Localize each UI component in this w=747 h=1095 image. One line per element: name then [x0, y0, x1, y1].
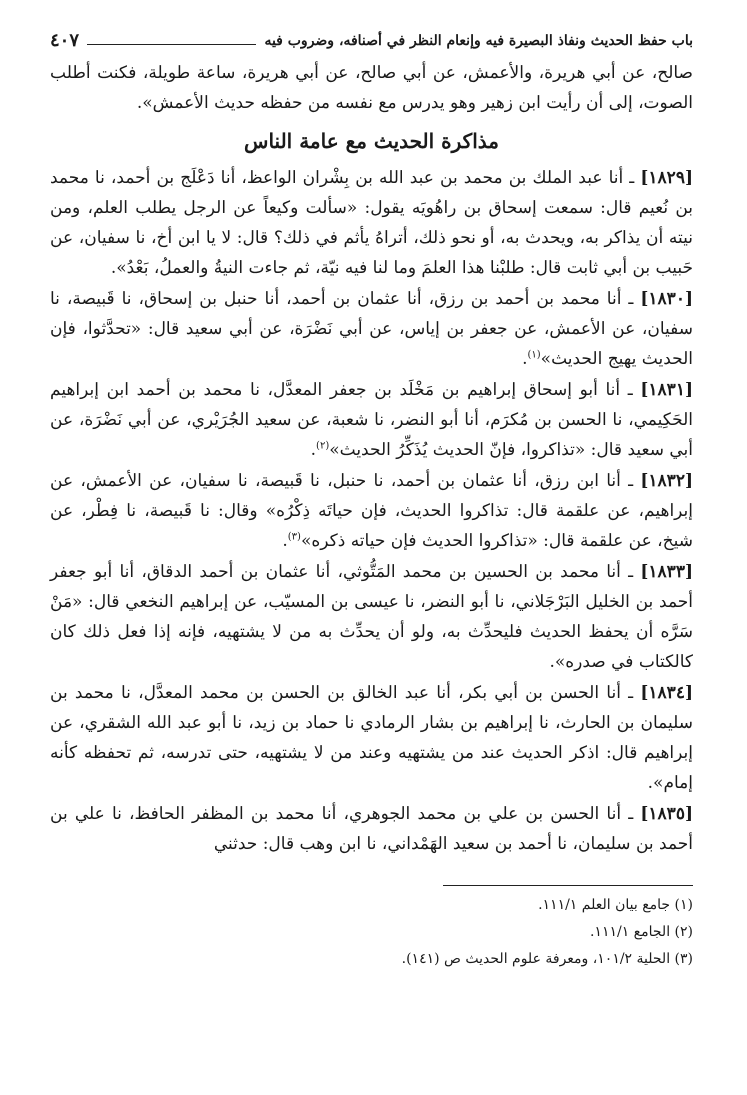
entry-1832: [١٨٣٢] ـ أنا ابن رزق، أنا عثمان بن أحمد، نا حنبل، نا قَبيصة، نا سفيان، عن الأعمش، عن إبراهيم، عن علقمة قال: تذاكروا الحديث، فإن حياتَه ذِكْرُه» وقال: نا قَبيصة، نا فِطْر، عن شيخ، عن علقمة قال: «تذاكروا الحديث فإن حياته ذكره»$^{(٣)}$.	[50, 471, 693, 551]
entry-text: ـ أنا عبد الملك بن محمد بن عبد الله بن بِشْران الواعظ، أنا دَعْلَج بن أحمد، نا محمد بن نُعيم قال: سمعت إسحاق بن راهُويَه يقول: «سألت وكيعاً عن الرجل يطلب العلم، ومن نيته أن يذاكر به، ويحدث به، أو نحو ذلك، أتراهُ يأثم في ذلك؟ قال: لا يا ابن أخ، نا سفيان، عن حَبيب بن أبي ثابت قال: طلبْنا هذا العلمَ وما لنا فيه نيّة، ثم جاءت النيةُ والعملُ، بَعْدُ».	[50, 168, 693, 278]
header-rule	[87, 44, 256, 45]
section-heading: مذاكرة الحديث مع عامة الناس	[244, 129, 499, 153]
footnote-ref: (١)	[527, 349, 541, 361]
intro-paragraph: صالح، عن أبي هريرة، والأعمش، عن أبي صالح، عن أبي هريرة، ساعة طويلة، فكنت أطلب الصوت، إلى أن رأيت ابن زهير وهو يدرس مع نفسه من حفظه حديث الأعمش».	[50, 63, 693, 113]
entry-number: [١٨٣١]	[640, 380, 693, 400]
main-text	[50, 58, 693, 859]
entry-text: ـ أنا الحسن بن علي بن محمد الجوهري، أنا محمد بن المظفر الحافظ، نا علي بن أحمد بن سليمان، نا أحمد بن سعيد الهَمْداني، نا ابن وهب قال: حدثني	[50, 804, 693, 854]
footnote-separator	[443, 885, 693, 886]
footnote-2: (٢) الجامع ١١١/١.	[589, 924, 693, 940]
entry-text: ـ أنا محمد بن أحمد بن رزق، أنا عثمان بن أحمد، أنا حنبل بن إسحاق، نا قَبيصة، نا سفيان، عن الأعمش، عن جعفر بن إياس، عن أبي نَضْرَة، عن أبي سعيد قال: «تحدَّثوا، فإن الحديث يهيج الحديث»	[50, 289, 693, 369]
entry-number: [١٨٣٣]	[640, 562, 693, 582]
entry-number: [١٨٣٤]	[640, 683, 693, 703]
entry-1833	[50, 556, 693, 677]
footnote-ref: (٣)	[287, 531, 301, 543]
footnote-1: (١) جامع بيان العلم ١١١/١.	[538, 897, 693, 913]
page-number: ٤٠٧	[50, 30, 80, 51]
footnote-3: (٣) الحلية ١٠١/٢، ومعرفة علوم الحديث ص (١٤١).	[401, 951, 693, 967]
footnote-ref: (٢)	[316, 440, 330, 452]
entry-1831: [١٨٣١] ـ أنا أبو إسحاق إبراهيم بن مَخْلَد بن جعفر المعدَّل، نا محمد بن أحمد ابن إبراهيم الحَكِيمي، نا الحسن بن مُكرَم، أنا أبو النضر، نا شعبة، عن سعيد الجُرَيْري، عن أبي نَضْرَة، عن أبي سعيد قال: «تذاكروا، فإنّ الحديث يُذَكِّرُ الحديث»$^{(٢)}$.	[50, 380, 693, 460]
running-title: باب حفظ الحديث ونفاذ البصيرة فيه وإنعام النظر في أصنافه، وضروب فيه	[264, 33, 693, 49]
entry-1830: [١٨٣٠] ـ أنا محمد بن أحمد بن رزق، أنا عثمان بن أحمد، أنا حنبل بن إسحاق، نا قَبيصة، نا سفيان، عن الأعمش، عن جعفر بن إياس، عن أبي نَضْرَة، عن أبي سعيد قال: «تحدَّثوا، فإن الحديث يهيج الحديث»$^{(١)}$.	[50, 289, 693, 369]
running-header	[50, 28, 693, 50]
entry-number: [١٨٣٠]	[640, 289, 693, 309]
entry-1835	[50, 798, 693, 859]
entry-number: [١٨٣٥]	[640, 804, 693, 824]
entry-text: ـ أنا محمد بن الحسين بن محمد المَتُّوثي، أنا عثمان بن أحمد الدقاق، أنا أبو جعفر أحمد بن الخليل البَرْجَلاني، نا أبو النضر، نا عيسى بن المسيّب، عن إبراهيم النخعي قال: «مَنْ سَرَّه أن يحفظ الحديث فليحدِّث به، ولو أن يحدِّث به من لا يشتهيه، فإنه إذا فعل ذلك كان كالكتاب في صدره».	[50, 562, 693, 672]
entry-number: [١٨٣٢]	[640, 471, 693, 491]
entry-1829	[50, 162, 693, 283]
entry-text: ـ أنا ابن رزق، أنا عثمان بن أحمد، نا حنبل، نا قَبيصة، نا سفيان، عن الأعمش، عن إبراهيم، عن علقمة قال: تذاكروا الحديث، فإن حياتَه ذِكْرُه» وقال: نا قَبيصة، نا فِطْر، عن شيخ، عن علقمة قال: «تذاكروا الحديث فإن حياته ذكره»	[50, 471, 693, 551]
entry-text: ـ أنا الحسن بن أبي بكر، أنا عبد الخالق بن الحسن بن محمد المعدَّل، نا محمد بن سليمان بن الحارث، نا إبراهيم بن بشار الرمادي نا حماد بن زيد، نا أبو عبد الله الشقري، عن إبراهيم قال: اذكر الحديث عند من يشتهيه وعند من لا يشتهيه، حتى تدرسه، ثم تحفظه كأنه إمام».	[50, 683, 693, 793]
entry-number: [١٨٢٩]	[640, 168, 693, 188]
footnotes	[50, 892, 693, 973]
entry-1834	[50, 677, 693, 798]
entry-text: ـ أنا أبو إسحاق إبراهيم بن مَخْلَد بن جعفر المعدَّل، نا محمد بن أحمد ابن إبراهيم الحَكِيمي، نا الحسن بن مُكرَم، أنا أبو النضر، نا شعبة، عن سعيد الجُرَيْري، عن أبي نَضْرَة، عن أبي سعيد قال: «تذاكروا، فإنّ الحديث يُذَكِّرُ الحديث»	[50, 380, 693, 460]
